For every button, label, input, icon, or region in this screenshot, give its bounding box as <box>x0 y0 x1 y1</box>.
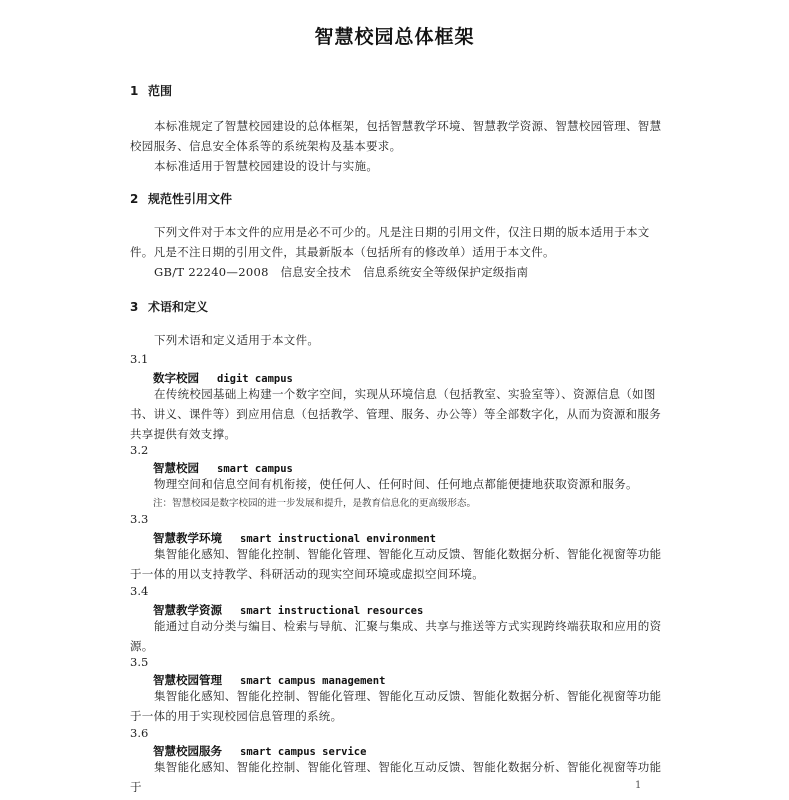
term-number: 3.1 <box>130 352 149 366</box>
document-title: 智慧校园总体框架 <box>314 26 475 48</box>
term-number: 3.6 <box>130 726 149 740</box>
page-number: 1 <box>635 780 642 791</box>
term-number: 3.5 <box>130 655 149 669</box>
references-paragraph: 下列文件对于本文件的应用是必不可少的。凡是注日期的引用文件，仅注日期的版本适用于本文件。凡是不注日期的引用文件，其最新版本（包括所有的修改单）适用于本文件。 <box>130 225 650 259</box>
term-definition: 能通过自动分类与编目、检索与导航、汇聚与集成、共享与推送等方式实现跨终端获取和应用的资源。 <box>130 619 662 653</box>
term-definition: 物理空间和信息空间有机衔接，使任何人、任何时间、任何地点都能便捷地获取资源和服务。 <box>154 477 638 491</box>
section-heading-references: 2 规范性引用文件 <box>130 192 233 206</box>
term-number: 3.3 <box>130 512 149 526</box>
term-heading: 智慧校园管理 smart campus management <box>153 673 386 687</box>
term-heading: 智慧校园服务 smart campus service <box>153 744 367 758</box>
term-definition: 集智能化感知、智能化控制、智能化管理、智能化互动反馈、智能化数据分析、智能化视窗等功能于一体的用于实现校园信息管理的系统。 <box>130 689 662 723</box>
scope-paragraph: 本标准规定了智慧校园建设的总体框架，包括智慧教学环境、智慧教学资源、智慧校园管理、智慧校园服务、信息安全体系等的系统架构及基本要求。 <box>130 119 662 153</box>
references-standard: GB/T 22240—2008 信息安全技术 信息系统安全等级保护定级指南 <box>154 265 529 279</box>
scope-applicability: 本标准适用于智慧校园建设的设计与实施。 <box>154 159 379 173</box>
term-number: 3.2 <box>130 443 149 457</box>
term-heading: 数字校园 digit campus <box>153 371 293 385</box>
term-definition: 集智能化感知、智能化控制、智能化管理、智能化互动反馈、智能化数据分析、智能化视窗等功能于 <box>130 760 662 794</box>
term-heading: 智慧教学环境 smart instructional environment <box>153 531 436 545</box>
term-number: 3.4 <box>130 584 149 598</box>
term-definition: 在传统校园基础上构建一个数字空间，实现从环境信息（包括教室、实验室等）、资源信息（如图书、讲义、课件等）到应用信息（包括教学、管理、服务、办公等）等全部数字化，从而为资源和服务共享提供有效支撑。 <box>130 387 661 441</box>
section-heading-terms: 3 术语和定义 <box>130 300 209 314</box>
term-heading: 智慧校园 smart campus <box>153 461 293 475</box>
terms-intro: 下列术语和定义适用于本文件。 <box>154 333 320 347</box>
term-note: 注：智慧校园是数字校园的进一步发展和提升，是教育信息化的更高级形态。 <box>153 498 477 509</box>
term-heading: 智慧教学资源 smart instructional resources <box>153 603 424 617</box>
term-definition: 集智能化感知、智能化控制、智能化管理、智能化互动反馈、智能化数据分析、智能化视窗等功能于一体的用以支持教学、科研活动的现实空间环境或虚拟空间环境。 <box>130 547 662 581</box>
section-heading-scope: 1 范围 <box>130 84 173 98</box>
